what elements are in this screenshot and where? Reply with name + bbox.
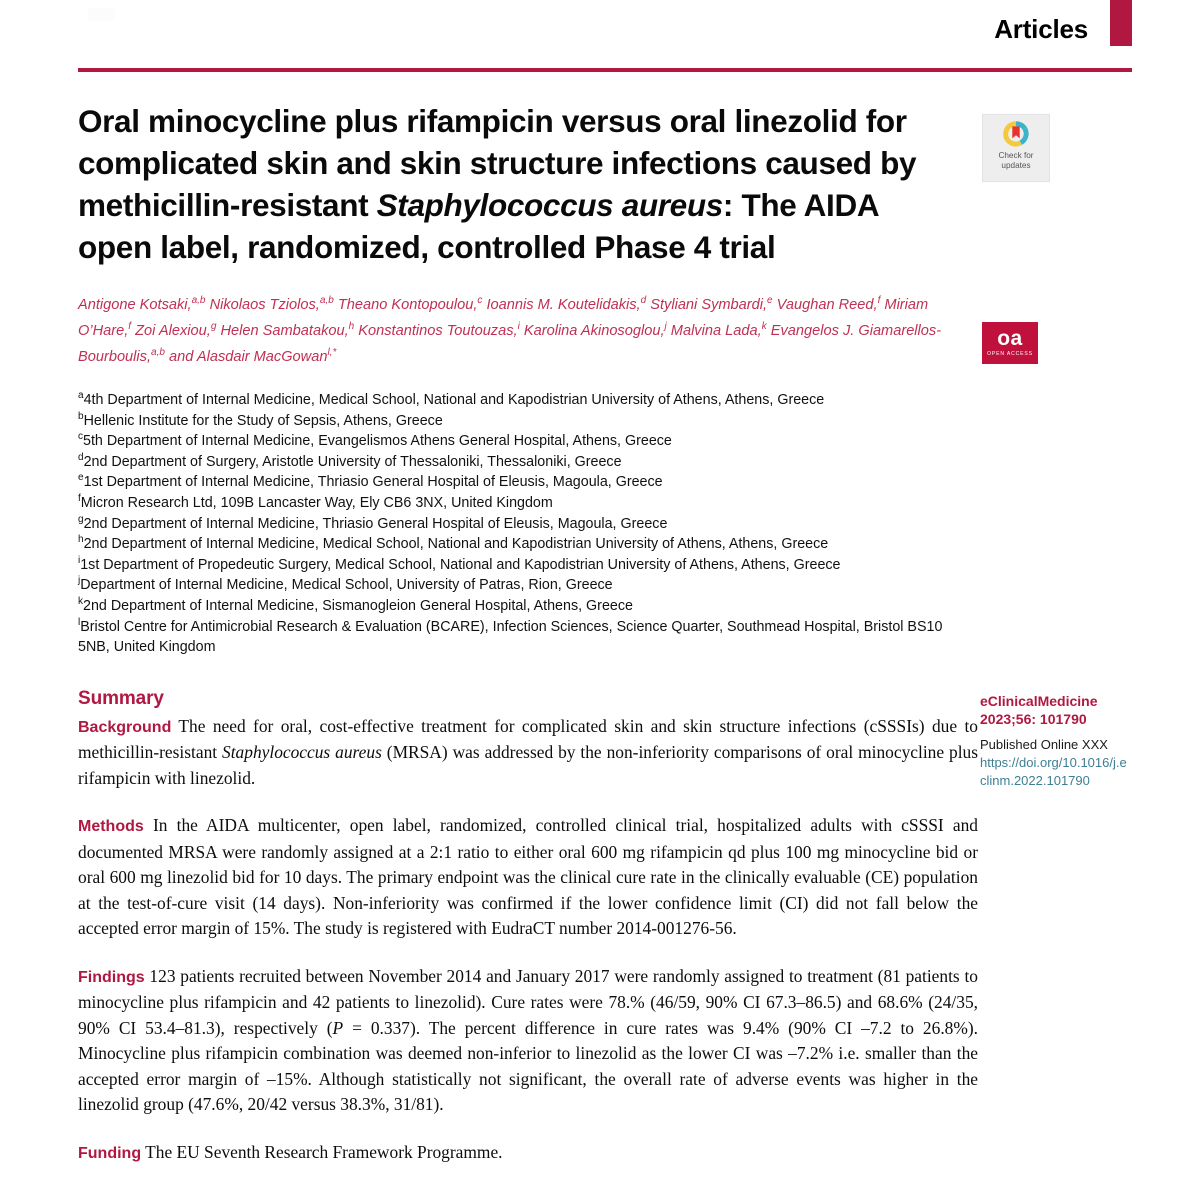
abstract-background <box>78 714 978 792</box>
affiliation-marker: j <box>78 575 81 587</box>
author-affiliation-marker: h <box>348 321 355 333</box>
summary-heading: Summary <box>78 687 164 709</box>
affiliation-marker: l <box>78 616 81 628</box>
abstract-background-species: Staphylococcus aureus <box>222 742 382 763</box>
published-online: Published Online XXX <box>980 737 1108 752</box>
affiliation-item <box>78 534 968 555</box>
author-affiliation-marker: l,* <box>327 347 337 359</box>
abstract-methods-label: Methods <box>78 818 144 836</box>
article-main-column <box>78 100 978 1166</box>
affiliation-item <box>78 555 968 576</box>
author-list <box>78 292 950 370</box>
affiliation-item <box>78 493 968 514</box>
page-header <box>0 0 1200 78</box>
author-name: Theano Kontopoulou, <box>337 297 478 313</box>
crossmark-caption <box>998 151 1033 170</box>
author-name: and Alasdair MacGowan <box>168 349 328 365</box>
author-affiliation-marker: g <box>210 321 217 333</box>
affiliation-marker: c <box>78 431 83 443</box>
abstract-findings-text2: = 0.337). The percent difference in cure rates was 9.4% (90% CI –7.2 to 26.8%). Minocycline plus rifampicin combination was deemed non-inferior to linezolid as the lower CI was –7.2% i.e. smaller than the accepted error margin of –15%. Although statistically not significant, the overall rate of adverse events was higher in the linezolid group (47.6%, 20/42 versus 38.3%, 31/81). <box>78 1017 978 1115</box>
affiliation-text: 2nd Department of Internal Medicine, Sismanogleion General Hospital, Athens, Greece <box>83 597 633 614</box>
author-name: Vaughan Reed, <box>776 297 878 313</box>
affiliation-text: Hellenic Institute for the Study of Sepsis, Athens, Greece <box>83 412 443 429</box>
page-title <box>78 100 938 268</box>
abstract-funding-text: The EU Seventh Research Framework Programme. <box>145 1141 503 1162</box>
crossmark-icon <box>1001 119 1031 149</box>
affiliation-text: 4th Department of Internal Medicine, Medical School, National and Kapodistrian University of Athens, Athens, Greece <box>83 392 825 408</box>
author-affiliation-marker: f <box>128 321 132 333</box>
author-affiliation-marker: j <box>664 321 667 333</box>
author-name: Konstantinos Toutouzas, <box>358 323 518 339</box>
corner-mark <box>88 8 114 21</box>
affiliation-marker: f <box>78 493 81 505</box>
affiliation-text: 1st Department of Internal Medicine, Thriasio General Hospital of Eleusis, Magoula, Greece <box>83 474 663 491</box>
author-affiliation-marker: k <box>761 321 767 333</box>
affiliation-item <box>78 452 968 473</box>
affiliation-item <box>78 390 968 411</box>
affiliation-marker: k <box>78 596 83 608</box>
paper-title-species: Staphylococcus aureus <box>376 187 723 223</box>
abstract-background-label: Background <box>78 718 172 736</box>
journal-info-block <box>980 692 1132 790</box>
author-name: Evangelos J. Giamarellos-Bourboulis, <box>78 323 942 365</box>
affiliation-marker: h <box>78 534 84 546</box>
affiliation-marker: a <box>78 390 84 402</box>
affiliation-item <box>78 472 968 493</box>
author-name: Helen Sambatakou, <box>220 323 349 339</box>
crossmark-badge[interactable] <box>982 114 1050 182</box>
header-rule <box>78 68 1132 72</box>
author-affiliation-marker: a,b <box>191 295 206 307</box>
author-affiliation-marker: c <box>477 295 483 307</box>
abstract-findings-text1: 123 patients recruited between November 2014 and January 2017 were randomly assigned to treatment (81 patients to minocycline plus rifampicin and 42 patients to linezolid). Cure rates were 78.% (46/59, 90% CI 67.3–86.5) and 68.6% (24/35, 90% CI 53.4–81.3), respectively ( <box>78 965 978 1038</box>
affiliation-item <box>78 514 968 535</box>
header-accent-block <box>1110 0 1132 46</box>
affiliation-text: Micron Research Ltd, 109B Lancaster Way, Ely CB6 3NX, United Kingdom <box>80 494 553 511</box>
crossmark-caption-line1: Check for <box>998 151 1034 160</box>
affiliation-item <box>78 411 968 432</box>
abstract-methods <box>78 813 978 942</box>
author-affiliation-marker: a,b <box>151 347 165 359</box>
affiliation-item <box>78 431 968 452</box>
open-access-logo-text: oa <box>997 327 1023 350</box>
author-name: Malvina Lada, <box>670 323 762 339</box>
affiliation-marker: e <box>78 472 84 484</box>
abstract-methods-text: In the AIDA multicenter, open label, randomized, controlled clinical trial, hospitalized adults with cSSSI and documented MRSA were randomly assigned at a 2:1 ratio to either oral 600 mg rifampicin qd plus 100 mg minocycline bid or oral 600 mg linezolid bid for 10 days. The primary endpoint was the clinical cure rate in the clinically evaluable (CE) population at the test-of-cure visit (14 days). Non-inferiority was confirmed if the lower confidence limit (CI) did not fall below the accepted error margin of 15%. The study is registered with EudraCT number 2014-001276-56. <box>78 815 978 939</box>
open-access-badge <box>982 322 1038 364</box>
open-access-subtext: OPEN ACCESS <box>987 351 1033 357</box>
crossmark-caption-line2: updates <box>1001 160 1031 170</box>
author-name: Zoi Alexiou, <box>135 323 211 339</box>
affiliation-item <box>78 575 968 596</box>
author-name: Styliani Symbardi, <box>650 297 768 313</box>
affiliation-item <box>78 596 968 617</box>
author-name: Miriam O’Hare, <box>78 297 929 339</box>
abstract-findings-pvalue-symbol: P <box>332 1017 344 1038</box>
affiliation-list <box>78 390 968 658</box>
paper-title-part2: : The AIDA open label, randomized, controlled Phase 4 trial <box>78 187 879 265</box>
affiliation-marker: d <box>78 452 84 464</box>
affiliation-text: Department of Internal Medicine, Medical School, University of Patras, Rion, Greece <box>80 577 613 594</box>
affiliation-text: 2nd Department of Internal Medicine, Thriasio General Hospital of Eleusis, Magoula, Greece <box>83 515 668 532</box>
paper-title-part1: Oral minocycline plus rifampicin versus oral linezolid for complicated skin and skin structure infections caused by methicillin-resistant <box>78 103 917 223</box>
author-name: Nikolaos Tziolos, <box>209 297 320 313</box>
abstract-findings-label: Findings <box>78 968 145 986</box>
journal-name: eClinicalMedicine <box>980 693 1098 709</box>
section-label: Articles <box>994 14 1088 44</box>
author-name: Ioannis M. Koutelidakis, <box>486 297 641 313</box>
affiliation-marker: g <box>78 513 84 525</box>
affiliation-text: 2nd Department of Surgery, Aristotle University of Thessaloniki, Thessaloniki, Greece <box>83 453 622 470</box>
affiliation-text: 2nd Department of Internal Medicine, Medical School, National and Kapodistrian University of Athens, Athens, Greece <box>83 536 829 553</box>
abstract-background-text1: The need for oral, cost-effective treatment for complicated skin and skin structure infections (cSSSIs) due to methicillin-resistant <box>78 715 978 763</box>
abstract-findings <box>78 964 978 1118</box>
author-affiliation-marker: i <box>517 321 520 333</box>
journal-issue: 2023;56: 101790 <box>980 711 1087 727</box>
affiliation-text: Bristol Centre for Antimicrobial Research & Evaluation (BCARE), Infection Sciences, Science Quarter, Southmead Hospital, Bristol BS10 5NB, United Kingdom <box>78 618 943 656</box>
abstract-funding <box>78 1140 978 1167</box>
doi-link[interactable]: https://doi.org/10.1016/j.eclinm.2022.101790 <box>980 755 1127 788</box>
affiliation-marker: b <box>78 410 84 422</box>
affiliation-text: 5th Department of Internal Medicine, Evangelismos Athens General Hospital, Athens, Greece <box>83 433 672 450</box>
author-name: Karolina Akinosoglou, <box>523 323 665 339</box>
affiliation-item <box>78 617 968 658</box>
abstract-background-text2: (MRSA) was addressed by the non-inferiority comparisons of oral minocycline plus rifampicin with linezolid. <box>78 742 978 788</box>
abstract-funding-label: Funding <box>78 1144 142 1162</box>
affiliation-text: 1st Department of Propedeutic Surgery, Medical School, National and Kapodistrian University of Athens, Athens, Greece <box>80 556 841 573</box>
author-affiliation-marker: e <box>767 295 773 307</box>
author-affiliation-marker: a,b <box>319 295 334 307</box>
author-affiliation-marker: d <box>640 295 647 307</box>
author-affiliation-marker: f <box>877 295 881 307</box>
affiliation-marker: i <box>78 554 81 566</box>
author-name: Antigone Kotsaki, <box>78 297 192 313</box>
